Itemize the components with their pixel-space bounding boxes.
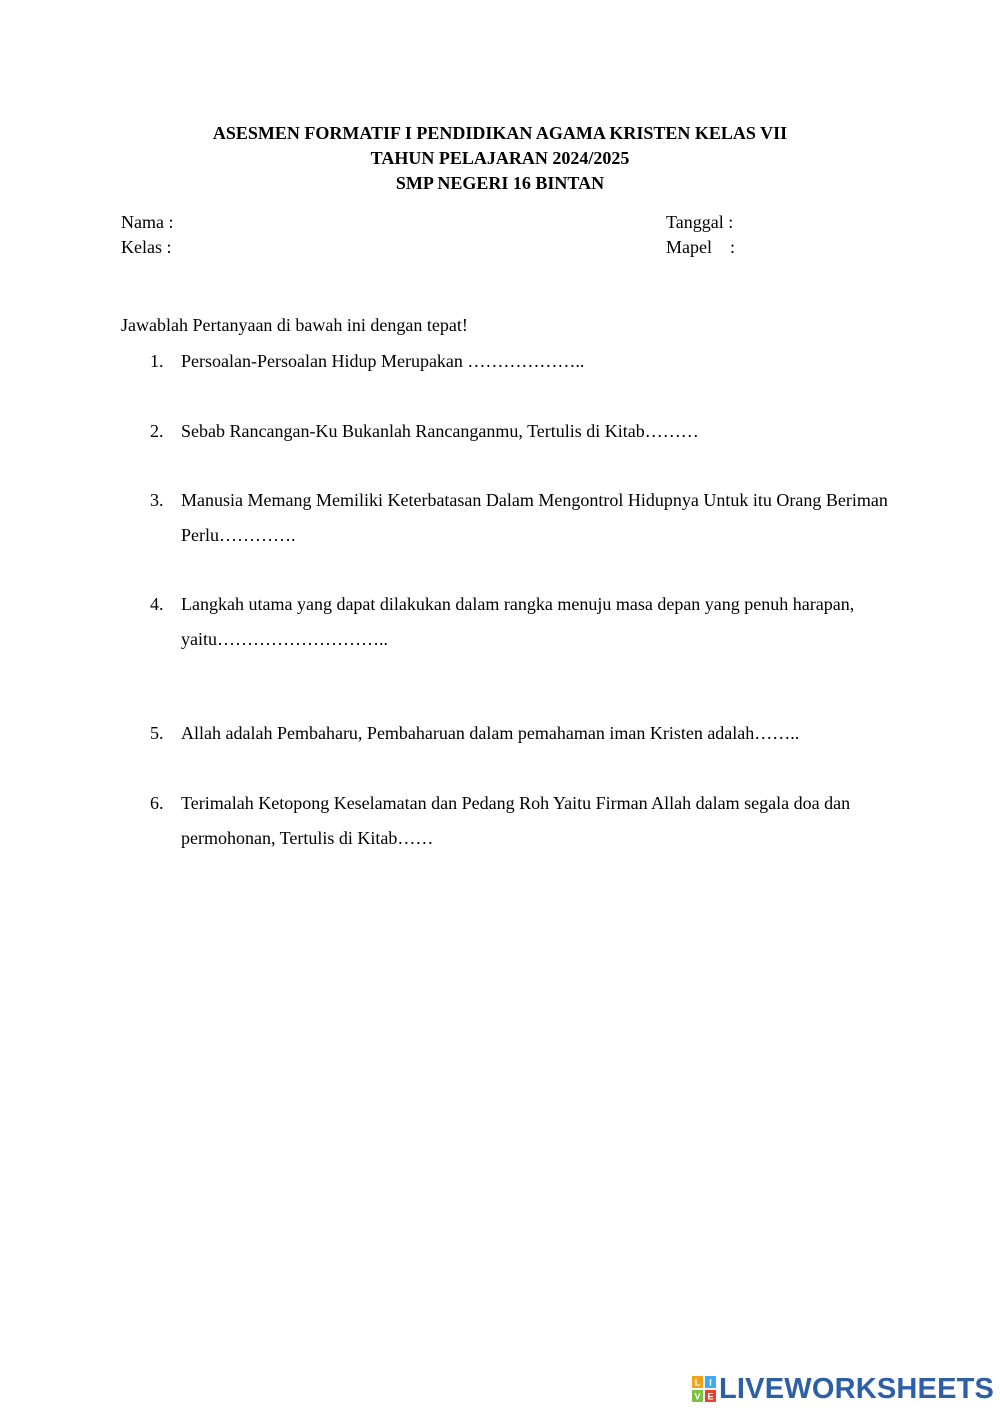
liveworksheets-logo	[692, 1374, 994, 1404]
question-number: 3.	[150, 490, 164, 510]
tanggal-field: Tanggal :	[666, 212, 734, 232]
title-line-2: TAHUN PELAJARAN 2024/2025	[370, 148, 630, 168]
question-1	[150, 344, 890, 379]
question-3	[150, 483, 890, 553]
question-number: 4.	[150, 594, 164, 614]
svg-text:I: I	[709, 1377, 712, 1388]
question-6	[150, 786, 890, 856]
question-number: 1.	[150, 351, 164, 371]
kelas-field: Kelas :	[121, 237, 172, 257]
question-text: Langkah utama yang dapat dilakukan dalam rangka menuju masa depan yang penuh harapan, yaitu………………………..	[181, 594, 855, 649]
question-text: Persoalan-Persoalan Hidup Merupakan ………………..	[181, 351, 585, 371]
question-text: Manusia Memang Memiliki Keterbatasan Dalam Mengontrol Hidupnya Untuk itu Orang Beriman Perlu………….	[181, 490, 888, 545]
instruction-text: Jawablah Pertanyaan di bawah ini dengan tepat!	[121, 315, 468, 335]
title-line-3: SMP NEGERI 16 BINTAN	[395, 173, 605, 193]
question-number: 6.	[150, 793, 164, 813]
title-line-1: ASESMEN FORMATIF I PENDIDIKAN AGAMA KRISTEN KELAS VII	[212, 123, 788, 143]
question-4	[150, 587, 890, 657]
question-text: Allah adalah Pembaharu, Pembaharuan dalam pemahaman iman Kristen adalah……..	[181, 723, 800, 743]
svg-text:V: V	[694, 1391, 701, 1402]
document-title	[0, 121, 1000, 196]
question-2	[150, 414, 890, 449]
question-number: 2.	[150, 421, 164, 441]
logo-text: LIVEWORKSHEETS	[719, 1373, 995, 1405]
question-text: Sebab Rancangan-Ku Bukanlah Rancanganmu, Tertulis di Kitab………	[181, 421, 699, 441]
svg-text:L: L	[694, 1377, 701, 1388]
mapel-field: Mapel :	[666, 237, 735, 257]
nama-field: Nama :	[121, 212, 174, 232]
question-text: Terimalah Ketopong Keselamatan dan Pedang Roh Yaitu Firman Allah dalam segala doa dan permohonan, Tertulis di Kitab……	[181, 793, 851, 848]
liveworksheets-icon	[692, 1376, 716, 1402]
question-number: 5.	[150, 723, 164, 743]
question-5	[150, 716, 890, 751]
svg-text:E: E	[707, 1391, 714, 1402]
